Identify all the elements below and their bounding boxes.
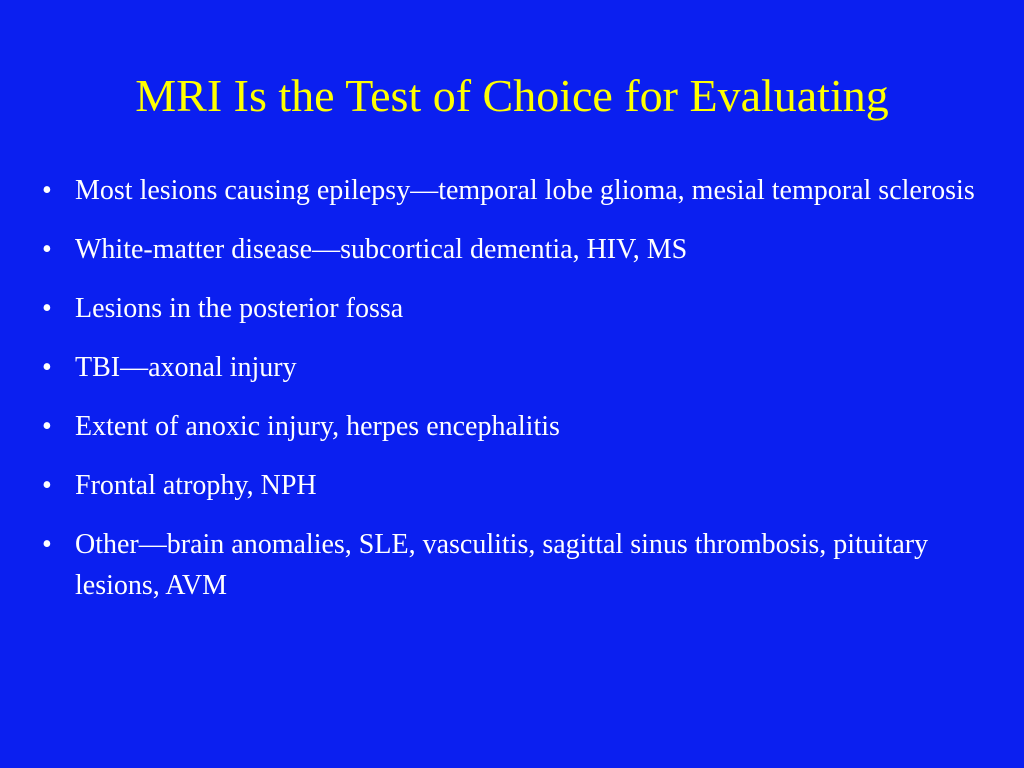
bullet-item-other <box>42 524 982 606</box>
bullet-item-frontal-atrophy <box>42 465 982 506</box>
bullet-icon: • <box>42 293 52 324</box>
bullet-item-anoxic-injury <box>42 406 982 447</box>
bullet-icon: • <box>42 470 52 501</box>
bullet-icon: • <box>42 175 52 206</box>
bullet-list <box>42 170 982 624</box>
bullet-icon: • <box>42 529 52 560</box>
bullet-text: Frontal atrophy, NPH <box>75 470 317 501</box>
bullet-item-posterior-fossa <box>42 288 982 329</box>
bullet-text: Other—brain anomalies, SLE, vasculitis, sagittal sinus thrombosis, pituitary lesions, AVM <box>75 529 929 601</box>
bullet-icon: • <box>42 352 52 383</box>
bullet-icon: • <box>42 234 52 265</box>
bullet-text: Most lesions causing epilepsy—temporal lobe glioma, mesial temporal sclerosis <box>75 175 975 206</box>
bullet-text: Extent of anoxic injury, herpes encephalitis <box>75 411 560 442</box>
bullet-text: Lesions in the posterior fossa <box>75 293 404 324</box>
bullet-text: TBI—axonal injury <box>75 352 297 383</box>
bullet-item-epilepsy-lesions <box>42 170 982 211</box>
slide-title: MRI Is the Test of Choice for Evaluating <box>135 70 889 121</box>
bullet-icon: • <box>42 411 52 442</box>
bullet-text: White-matter disease—subcortical dementia, HIV, MS <box>75 234 688 265</box>
bullet-item-tbi <box>42 347 982 388</box>
bullet-item-white-matter-disease <box>42 229 982 270</box>
